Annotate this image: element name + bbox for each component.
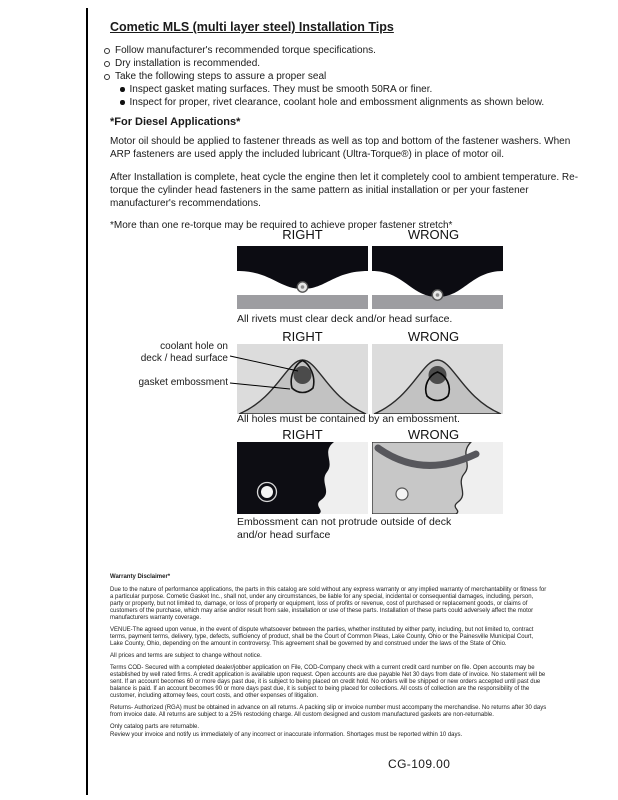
figure-labels-row (237, 329, 503, 344)
list-item (120, 84, 574, 96)
wrong-label: WRONG (407, 329, 460, 344)
embossment-protrude-right-diagram (237, 442, 368, 514)
protrude-caption-line1: Embossment can not protrude outside of deck (237, 516, 452, 528)
hole-containment-right-diagram (237, 344, 368, 414)
diesel-paragraph: Motor oil should be applied to fastener threads as well as top and bottom of the fastener washers. When ARP fasteners are used apply the included lubricant (Ultra-Torque®) in place of motor oil. (110, 135, 571, 160)
diesel-paragraph: After Installation is complete, heat cycle the engine then let it completely cool to ambient temperature. Re-torque the cylinder head fasteners in the same pattern as initial installation or per your fastener manufacturer's recommendations. (110, 171, 579, 209)
list-item (104, 58, 574, 70)
legal-paragraph: Returns- Authorized (RGA) must be obtained in advance on all returns. A packing slip or invoice number must accompany the merchandise. No returns after 30 days from invoice date. All returns are subject to a 25% restocking charge. All custom designed and custom manufactured gaskets are non-returnable. (110, 705, 547, 718)
document-number: CG-109.00 (388, 757, 451, 771)
legal-paragraph: Only catalog parts are returnable. (110, 724, 200, 730)
figure-labels-row (237, 227, 503, 242)
right-label: RIGHT (282, 329, 323, 344)
rivet-clearance-right-diagram (237, 246, 368, 309)
right-label: RIGHT (282, 227, 323, 242)
warranty-disclaimer-section (110, 574, 547, 744)
legal-paragraph: Review your invoice and notify us immediately of any incorrect or inaccurate information. Shortages must be reported within 10 days. (110, 732, 463, 738)
legal-paragraph: Due to the nature of performance applications, the parts in this catalog are sold without any express warranty or any implied warranty of merchantability or fitness for a particular purpose. Cometic Gasket Inc., shall not, under any circumstances, be liable for any special, incidental or consequential damages, including, person, party or property, but not limited to, damage, or loss of property or equipment, loss of profits or revenue, cost of purchased or replacement goods, or claims of customers of the purchase, which may arise and/or result from sale, installation or use of these parts. Installation of these parts could adversely affect the motor manufacturers warranty coverage. (110, 587, 547, 621)
figure-panels-row (237, 344, 503, 414)
gasket-embossment-label: gasket embossment (138, 377, 228, 388)
bullet-icon (104, 61, 110, 67)
holes-caption: All holes must be contained by an embossment. (237, 413, 460, 425)
tip-text: Inspect gasket mating surfaces. They must be smooth 50RA or finer. (129, 84, 433, 95)
bullet-icon (104, 74, 110, 80)
legal-paragraph: All prices and terms are subject to change without notice. (110, 653, 262, 659)
coolant-hole-label-line2: deck / head surface (140, 352, 228, 364)
list-item (120, 97, 574, 109)
bullet-icon (120, 87, 125, 92)
diesel-applications-section (110, 116, 584, 233)
coolant-hole-label-line1: coolant hole on (160, 341, 228, 352)
page-title: Cometic MLS (multi layer steel) Installation Tips (110, 20, 394, 34)
warranty-heading: Warranty Disclaimer* (110, 574, 171, 580)
legal-paragraph: Terms COD- Secured with a completed dealer/jobber application on File, COD-Company check with a current credit card number on file. Open accounts may be established by well rated firms. A credit application is available upon request. Open accounts are due payable Net 30 days from date of invoice. No statement will be sent. If an account becomes 60 or more days past due, it is subject to being placed on credit hold. No orders will be shipped or new orders accepted until past due balance is paid. If an account becomes 90 or more days past due, it is subject to being placed for collections. All costs of collection are the responsibility of the customer, including attorney fees, court costs, and other expenses of litigation. (110, 665, 546, 699)
figure-labels-row (237, 427, 503, 442)
retorque-note: *More than one re-torque may be required to achieve proper fastener stretch* (110, 220, 453, 232)
wrong-label: WRONG (407, 427, 460, 442)
legal-paragraph: VENUE-The agreed upon venue, in the event of dispute whatsoever between the parties, whether instituted by either party, including, but not limited to, contract terms, payment terms, delivery, type, defects, sufficiency of product, shall be the Court of Common Pleas, Lake County, Ohio or the Painesville Municipal Court, Lake County, Ohio, depending on the amount in controversy. This agreement shall be governed by and construed under the laws of the State of Ohio. (110, 627, 534, 647)
hole-containment-wrong-diagram (372, 344, 503, 414)
rivet-clearance-wrong-diagram (372, 246, 503, 309)
figure-panels-row (237, 442, 503, 514)
tip-text: Follow manufacturer's recommended torque specifications. (115, 45, 376, 56)
list-item (104, 71, 574, 83)
installation-tips-list (104, 45, 574, 110)
tip-text: Dry installation is recommended. (115, 58, 261, 69)
tip-text: Take the following steps to assure a proper seal (115, 71, 327, 82)
rivets-caption: All rivets must clear deck and/or head surface. (237, 313, 453, 325)
bullet-icon (104, 48, 110, 54)
protrude-caption-line2: and/or head surface (237, 528, 331, 541)
right-label: RIGHT (282, 427, 323, 442)
diesel-heading: *For Diesel Applications* (110, 116, 241, 128)
wrong-label: WRONG (407, 227, 460, 242)
figure-panels-row (237, 246, 503, 309)
embossment-protrude-wrong-diagram (372, 442, 503, 514)
list-item (104, 45, 574, 57)
coolant-hole-label (110, 341, 228, 364)
page-border-rule (86, 8, 88, 795)
bullet-icon (120, 100, 125, 105)
tip-text: Inspect for proper, rivet clearance, coolant hole and embossment alignments as shown below. (129, 97, 545, 108)
protrude-caption (237, 516, 451, 541)
